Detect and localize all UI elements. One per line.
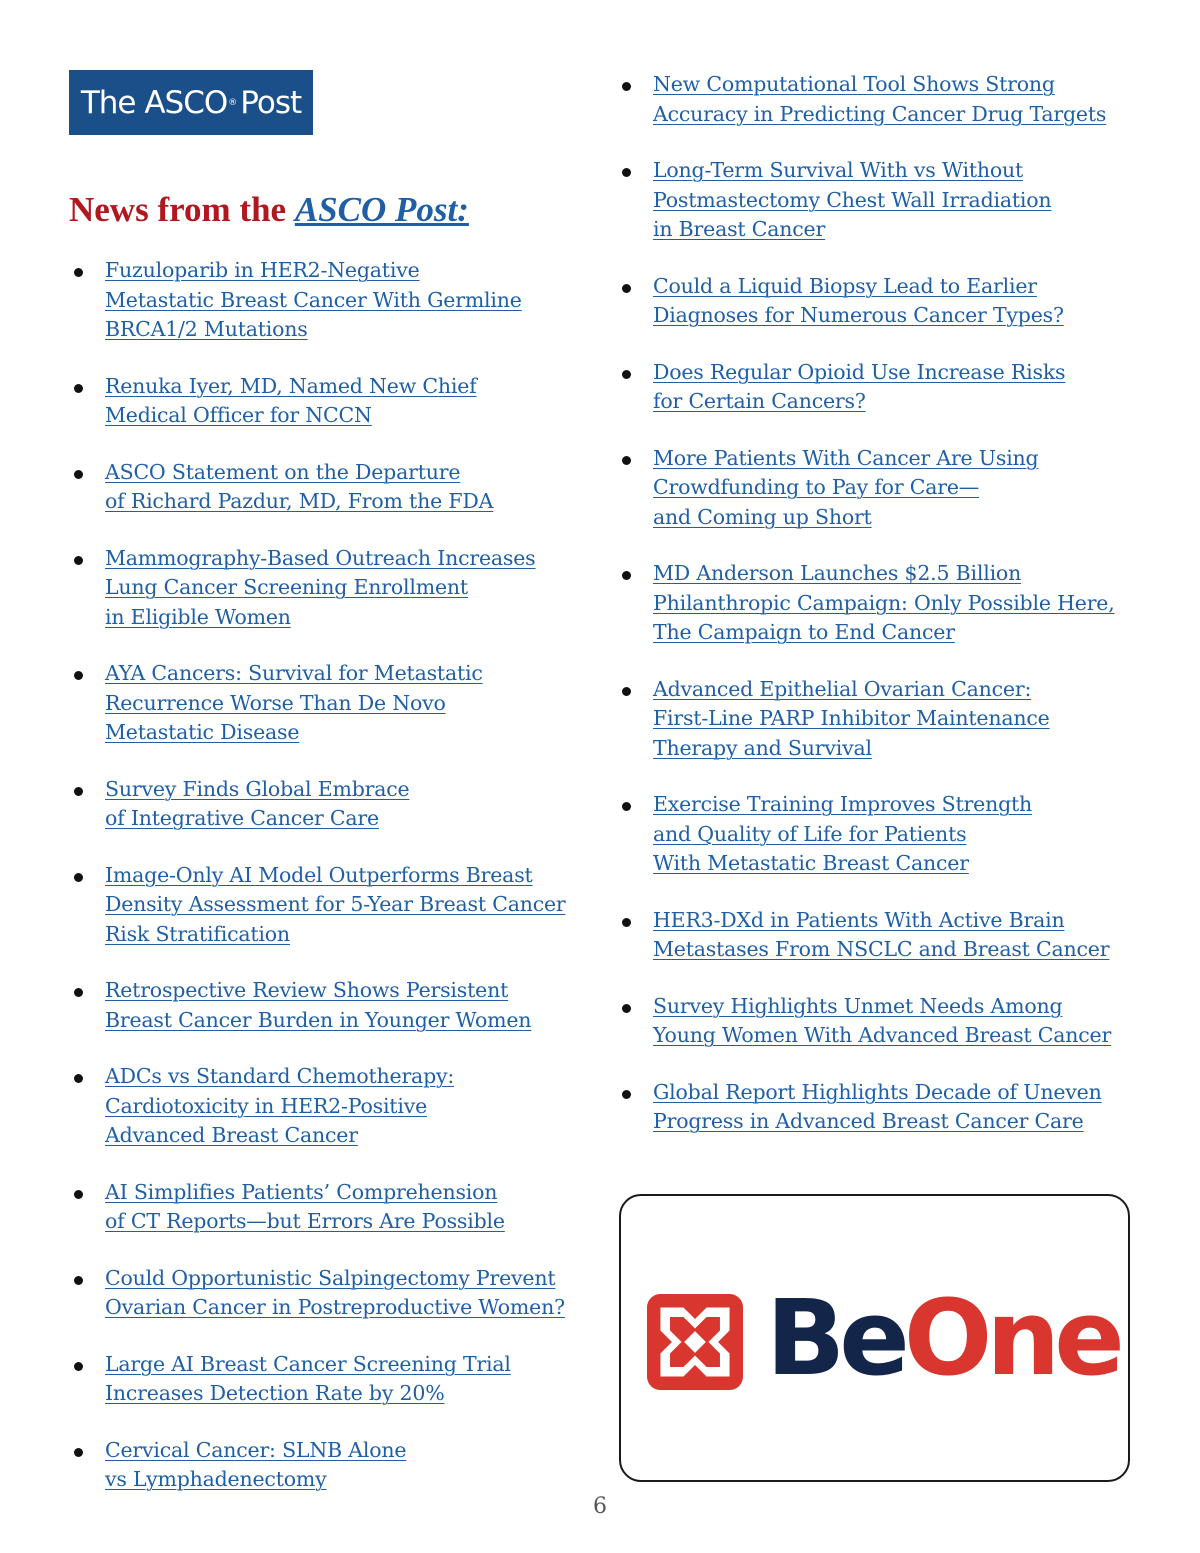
right-news-list (653, 70, 1133, 1164)
asco-post-logo (69, 70, 313, 135)
news-article-link[interactable]: Advanced Epithelial Ovarian Cancer: First-Line PARP Inhibitor Maintenance Therapy and Survival (653, 676, 1050, 760)
logo-registered-mark: ® (228, 97, 237, 108)
beone-wordmark (766, 1278, 1119, 1398)
news-list-item (105, 775, 575, 834)
news-list-item (653, 559, 1133, 648)
news-list-item (105, 1350, 575, 1409)
news-article-link[interactable]: Could Opportunistic Salpingectomy Prevent Ovarian Cancer in Postreproductive Women? (105, 1265, 565, 1319)
news-article-link[interactable]: Global Report Highlights Decade of Uneven Progress in Advanced Breast Cancer Care (653, 1079, 1102, 1133)
news-list-item (653, 358, 1133, 417)
heading-prefix: News from the (69, 190, 295, 229)
news-article-link[interactable]: MD Anderson Launches $2.5 Billion Philanthropic Campaign: Only Possible Here, The Campaign to End Cancer (653, 561, 1115, 644)
logo-text: The ASCO (80, 84, 228, 121)
news-list-item (105, 458, 575, 517)
news-article-link[interactable]: AYA Cancers: Survival for Metastatic Recurrence Worse Than De Novo Metastatic Disease (105, 661, 483, 744)
news-list-item (105, 659, 575, 748)
news-article-link[interactable]: Mammography-Based Outreach Increases Lung Cancer Screening Enrollment in Eligible Women (105, 545, 536, 629)
news-article-link[interactable]: Exercise Training Improves Strength and Quality of Life for Patients With Metastatic Breast Cancer (653, 792, 1033, 875)
news-list-item (105, 256, 575, 345)
news-article-link[interactable]: Fuzuloparib in HER2-Negative Metastatic Breast Cancer With Germline BRCA1/2 Mutations (105, 258, 522, 341)
news-article-link[interactable]: More Patients With Cancer Are Using Crowdfunding to Pay for Care— and Coming up Short (653, 445, 1039, 529)
news-list-item (105, 976, 575, 1035)
news-article-link[interactable]: New Computational Tool Shows Strong Accuracy in Predicting Cancer Drug Targets (653, 72, 1107, 126)
news-article-link[interactable]: Survey Highlights Unmet Needs Among Young Women With Advanced Breast Cancer (653, 993, 1112, 1047)
news-list-item (653, 70, 1133, 129)
news-list-item (105, 544, 575, 633)
news-list-item (105, 372, 575, 431)
news-list-item (105, 1178, 575, 1237)
news-article-link[interactable]: Cervical Cancer: SLNB Alone vs Lymphadenectomy (105, 1437, 407, 1491)
news-list-item (105, 1436, 575, 1495)
news-article-link[interactable]: Survey Finds Global Embrace of Integrative Cancer Care (105, 776, 410, 830)
news-article-link[interactable]: HER3-DXd in Patients With Active Brain Metastases From NSCLC and Breast Cancer (653, 907, 1110, 961)
left-news-list (105, 256, 575, 1522)
news-article-link[interactable]: Retrospective Review Shows Persistent Breast Cancer Burden in Younger Women (105, 978, 532, 1032)
wordmark-one: One (903, 1277, 1119, 1399)
news-list-item (653, 156, 1133, 245)
news-list-item (653, 675, 1133, 764)
news-list-item (653, 906, 1133, 965)
section-heading (69, 190, 469, 230)
news-list-item (653, 790, 1133, 879)
news-list-item (105, 861, 575, 950)
beone-logo-icon (647, 1294, 743, 1390)
page-number: 6 (593, 1494, 607, 1519)
news-list-item (653, 444, 1133, 533)
news-article-link[interactable]: Large AI Breast Cancer Screening Trial Increases Detection Rate by 20% (105, 1351, 511, 1405)
asco-post-link[interactable]: ASCO Post: (294, 190, 469, 229)
news-article-link[interactable]: Renuka Iyer, MD, Named New Chief Medical Officer for NCCN (105, 373, 477, 427)
news-article-link[interactable]: ADCs vs Standard Chemotherapy: Cardiotoxicity in HER2-Positive Advanced Breast Cancer (105, 1064, 455, 1147)
news-list-item (653, 272, 1133, 331)
news-article-link[interactable]: Long-Term Survival With vs Without Postmastectomy Chest Wall Irradiation in Breast Cancer (653, 158, 1052, 241)
beone-advertisement[interactable] (619, 1194, 1130, 1482)
news-article-link[interactable]: Image-Only AI Model Outperforms Breast Density Assessment for 5-Year Breast Cancer Risk Stratification (105, 862, 566, 946)
news-article-link[interactable]: AI Simplifies Patients’ Comprehension of CT Reports—but Errors Are Possible (105, 1179, 505, 1233)
logo-suffix: Post (240, 84, 302, 121)
news-list-item (105, 1062, 575, 1151)
news-list-item (105, 1264, 575, 1323)
news-list-item (653, 1078, 1133, 1137)
wordmark-be: Be (766, 1277, 904, 1399)
news-article-link[interactable]: Does Regular Opioid Use Increase Risks for Certain Cancers? (653, 359, 1066, 413)
news-article-link[interactable]: Could a Liquid Biopsy Lead to Earlier Diagnoses for Numerous Cancer Types? (653, 273, 1064, 327)
news-article-link[interactable]: ASCO Statement on the Departure of Richard Pazdur, MD, From the FDA (105, 459, 494, 513)
news-list-item (653, 992, 1133, 1051)
